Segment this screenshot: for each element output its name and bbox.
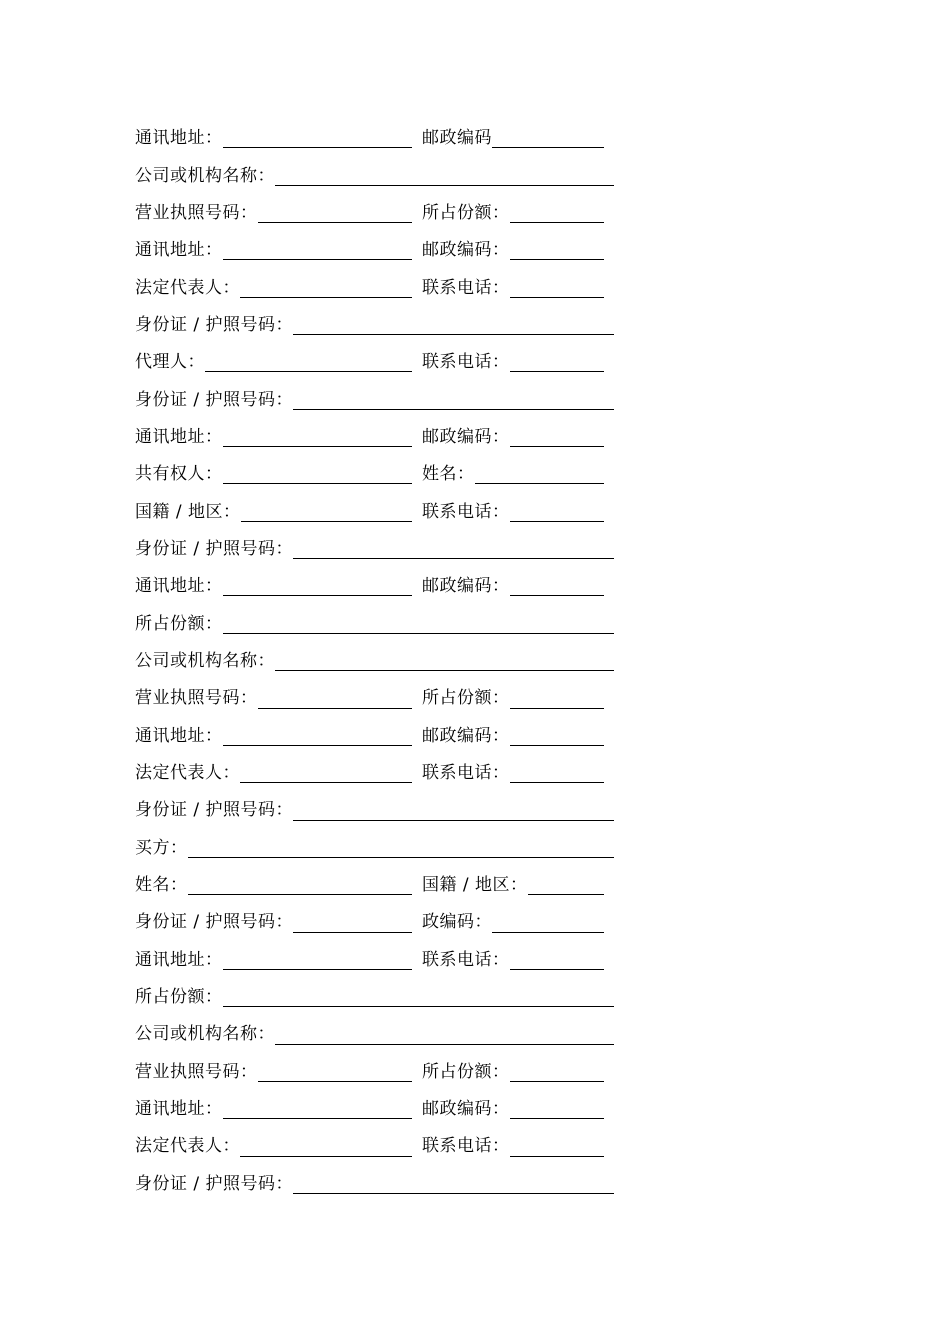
field-label: 所占份额： <box>422 688 510 709</box>
field-label: 邮政编码： <box>422 576 510 597</box>
form-row <box>135 120 615 157</box>
form-field[interactable] <box>135 1091 412 1128</box>
form-field[interactable] <box>135 643 614 680</box>
field-label: 代理人： <box>135 352 205 373</box>
fill-in-line[interactable] <box>510 969 605 970</box>
fill-in-line[interactable] <box>293 409 614 410</box>
form-field[interactable] <box>422 344 604 381</box>
fill-in-line[interactable] <box>293 334 614 335</box>
field-label: 国籍 / 地区： <box>422 875 528 896</box>
fill-in-line[interactable] <box>223 483 413 484</box>
form-row <box>135 1128 615 1165</box>
form-field[interactable] <box>135 979 614 1016</box>
form-row <box>135 755 615 792</box>
fill-in-line[interactable] <box>510 446 605 447</box>
fill-in-line[interactable] <box>223 745 413 746</box>
field-label: 公司或机构名称： <box>135 1024 275 1045</box>
form-field[interactable] <box>422 419 604 456</box>
form-row <box>135 643 615 680</box>
form-field[interactable] <box>135 195 412 232</box>
field-label: 公司或机构名称： <box>135 165 275 186</box>
form-row <box>135 680 615 717</box>
field-label: 买方： <box>135 837 188 858</box>
fill-in-line[interactable] <box>293 1193 614 1194</box>
form-row <box>135 232 615 269</box>
fill-in-line[interactable] <box>258 708 413 709</box>
fill-in-line[interactable] <box>475 483 605 484</box>
fill-in-line[interactable] <box>510 1118 605 1119</box>
field-label: 法定代表人： <box>135 1136 240 1157</box>
form-row <box>135 830 615 867</box>
form-field[interactable] <box>422 867 604 904</box>
field-label: 身份证 / 护照号码： <box>135 538 294 559</box>
form-row <box>135 269 615 306</box>
form-field[interactable] <box>135 1054 412 1091</box>
field-label: 邮政编码： <box>422 725 510 746</box>
field-label: 邮政编码： <box>422 1099 510 1120</box>
field-label: 所占份额： <box>135 987 223 1008</box>
form-field[interactable] <box>422 120 604 157</box>
form-field[interactable] <box>135 755 412 792</box>
form-field[interactable] <box>135 120 412 157</box>
field-label: 联系电话： <box>422 1136 510 1157</box>
field-label: 所占份额： <box>422 1061 510 1082</box>
fill-in-line[interactable] <box>492 147 604 148</box>
form-row <box>135 531 615 568</box>
field-label: 法定代表人： <box>135 277 240 298</box>
field-label: 身份证 / 护照号码： <box>135 314 294 335</box>
form-field[interactable] <box>422 232 604 269</box>
form-row <box>135 419 615 456</box>
form-field[interactable] <box>135 232 412 269</box>
fill-in-line[interactable] <box>510 521 605 522</box>
form-field[interactable] <box>135 157 614 194</box>
fill-in-line[interactable] <box>223 633 615 634</box>
field-label: 所占份额： <box>135 613 223 634</box>
form-field[interactable] <box>135 1016 614 1053</box>
form-field[interactable] <box>422 755 604 792</box>
field-label: 邮政编码 <box>422 128 492 149</box>
form-field[interactable] <box>422 493 604 530</box>
field-label: 通讯地址： <box>135 725 223 746</box>
field-label: 通讯地址： <box>135 1099 223 1120</box>
form-field[interactable] <box>135 1166 614 1203</box>
fill-in-line[interactable] <box>293 558 614 559</box>
field-label: 邮政编码： <box>422 426 510 447</box>
form-field[interactable] <box>422 456 604 493</box>
form-row <box>135 381 615 418</box>
fill-in-line[interactable] <box>293 932 412 933</box>
fill-in-line[interactable] <box>293 820 614 821</box>
form-row <box>135 605 615 642</box>
fill-in-line[interactable] <box>275 1044 614 1045</box>
form-field[interactable] <box>135 307 614 344</box>
form-field[interactable] <box>422 269 604 306</box>
form-field[interactable] <box>135 381 614 418</box>
field-label: 营业执照号码： <box>135 688 258 709</box>
field-label: 联系电话： <box>422 949 510 970</box>
form-field[interactable] <box>422 718 604 755</box>
fill-in-line[interactable] <box>223 446 413 447</box>
fill-in-line[interactable] <box>258 222 413 223</box>
fill-in-line[interactable] <box>275 670 614 671</box>
form-field[interactable] <box>422 680 604 717</box>
field-label: 身份证 / 护照号码： <box>135 1173 294 1194</box>
fill-in-line[interactable] <box>223 259 413 260</box>
form-field[interactable] <box>135 531 614 568</box>
fill-in-line[interactable] <box>510 222 605 223</box>
form-field[interactable] <box>422 1128 604 1165</box>
form-field[interactable] <box>422 195 604 232</box>
form-field[interactable] <box>135 344 412 381</box>
form-field[interactable] <box>135 493 412 530</box>
field-label: 公司或机构名称： <box>135 650 275 671</box>
field-label: 国籍 / 地区： <box>135 501 241 522</box>
form-row <box>135 792 615 829</box>
fill-in-line[interactable] <box>492 932 604 933</box>
field-label: 法定代表人： <box>135 763 240 784</box>
form-field[interactable] <box>135 904 412 941</box>
fill-in-line[interactable] <box>188 894 413 895</box>
contract-party-form <box>135 120 615 1203</box>
form-row <box>135 904 615 941</box>
form-row <box>135 568 615 605</box>
field-label: 身份证 / 护照号码： <box>135 912 294 933</box>
form-row <box>135 1016 615 1053</box>
form-field[interactable] <box>135 942 412 979</box>
fill-in-line[interactable] <box>223 1118 413 1119</box>
form-row <box>135 979 615 1016</box>
form-field[interactable] <box>135 605 614 642</box>
form-row <box>135 157 615 194</box>
field-label: 联系电话： <box>422 277 510 298</box>
field-label: 政编码： <box>422 912 492 933</box>
form-row <box>135 1166 615 1203</box>
form-row <box>135 942 615 979</box>
field-label: 姓名： <box>422 464 475 485</box>
field-label: 姓名： <box>135 875 188 896</box>
field-label: 通讯地址： <box>135 240 223 261</box>
field-label: 营业执照号码： <box>135 202 258 223</box>
fill-in-line[interactable] <box>205 371 412 372</box>
fill-in-line[interactable] <box>240 782 412 783</box>
fill-in-line[interactable] <box>510 782 605 783</box>
form-field[interactable] <box>135 718 412 755</box>
form-field[interactable] <box>422 568 604 605</box>
field-label: 身份证 / 护照号码： <box>135 389 294 410</box>
fill-in-line[interactable] <box>188 857 615 858</box>
form-row <box>135 1091 615 1128</box>
fill-in-line[interactable] <box>258 1081 413 1082</box>
form-field[interactable] <box>422 1091 604 1128</box>
form-row <box>135 493 615 530</box>
form-field[interactable] <box>422 904 604 941</box>
field-label: 通讯地址： <box>135 949 223 970</box>
form-row <box>135 195 615 232</box>
form-row <box>135 867 615 904</box>
field-label: 营业执照号码： <box>135 1061 258 1082</box>
fill-in-line[interactable] <box>223 147 413 148</box>
fill-in-line[interactable] <box>510 297 605 298</box>
form-row <box>135 456 615 493</box>
form-field[interactable] <box>135 568 412 605</box>
form-field[interactable] <box>135 792 614 829</box>
field-label: 所占份额： <box>422 202 510 223</box>
form-row <box>135 344 615 381</box>
fill-in-line[interactable] <box>275 185 614 186</box>
fill-in-line[interactable] <box>223 969 413 970</box>
form-field[interactable] <box>135 680 412 717</box>
form-row <box>135 718 615 755</box>
fill-in-line[interactable] <box>510 1081 605 1082</box>
field-label: 联系电话： <box>422 352 510 373</box>
fill-in-line[interactable] <box>223 595 413 596</box>
form-field[interactable] <box>135 867 412 904</box>
field-label: 通讯地址： <box>135 128 223 149</box>
fill-in-line[interactable] <box>510 371 605 372</box>
form-field[interactable] <box>135 269 412 306</box>
field-label: 联系电话： <box>422 501 510 522</box>
field-label: 身份证 / 护照号码： <box>135 800 294 821</box>
fill-in-line[interactable] <box>241 521 412 522</box>
form-row <box>135 307 615 344</box>
field-label: 通讯地址： <box>135 426 223 447</box>
field-label: 共有权人： <box>135 464 223 485</box>
form-field[interactable] <box>135 830 614 867</box>
form-row <box>135 1054 615 1091</box>
fill-in-line[interactable] <box>223 1006 615 1007</box>
fill-in-line[interactable] <box>510 259 605 260</box>
form-field[interactable] <box>422 1054 604 1091</box>
form-field[interactable] <box>135 1128 412 1165</box>
form-field[interactable] <box>135 456 412 493</box>
fill-in-line[interactable] <box>528 894 604 895</box>
fill-in-line[interactable] <box>510 595 605 596</box>
fill-in-line[interactable] <box>510 745 605 746</box>
fill-in-line[interactable] <box>510 1156 605 1157</box>
field-label: 邮政编码： <box>422 240 510 261</box>
fill-in-line[interactable] <box>240 297 412 298</box>
field-label: 通讯地址： <box>135 576 223 597</box>
form-field[interactable] <box>422 942 604 979</box>
form-field[interactable] <box>135 419 412 456</box>
fill-in-line[interactable] <box>510 708 605 709</box>
fill-in-line[interactable] <box>240 1156 412 1157</box>
field-label: 联系电话： <box>422 763 510 784</box>
